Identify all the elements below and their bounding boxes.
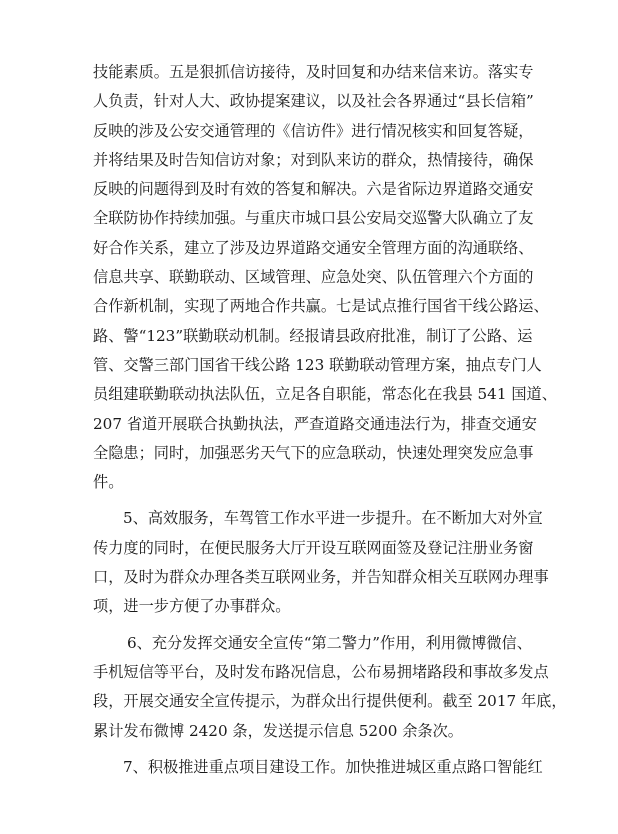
paragraph-2 xyxy=(93,504,549,621)
text-line: 件。 xyxy=(93,473,124,492)
text-line: 反映的涉及公安交通管理的《信访件》进行情况核实和回复答疑， xyxy=(93,121,534,140)
text-line: 6、充分发挥交通安全宣传“第二警力”作用，利用微博微信、 xyxy=(127,633,532,652)
text-line: 传力度的同时，在便民服务大厅开设互联网面签及登记注册业务窗 xyxy=(93,538,534,557)
text-line: 项，进一步方便了办事群众。 xyxy=(93,597,291,616)
text-line: 7、积极推进重点项目建设工作。加快推进城区重点路口智能红 xyxy=(123,757,543,776)
paragraph-1 xyxy=(93,58,557,497)
text-line: 管、交警三部门国省干线公路 123 联勤联动管理方案，抽点专门人 xyxy=(93,355,542,374)
text-line: 全联防协作持续加强。与重庆市城口县公安局交巡警大队确立了友 xyxy=(93,209,534,228)
text-line: 反映的问题得到及时有效的答复和解决。六是省际边界道路交通安 xyxy=(93,180,534,199)
text-line: 累计发布微博 2420 条，发送提示信息 5200 余条次。 xyxy=(93,721,463,740)
text-line: 并将结果及时告知信访对象；对到队来访的群众，热情接待，确保 xyxy=(93,150,534,169)
text-line: 技能素质。五是狠抓信访接待，及时回复和办结来信来访。落实专 xyxy=(93,63,534,81)
text-line: 员组建联勤联动执法队伍，立足各自职能，常态化在我县 541 国道、 xyxy=(93,385,557,404)
text-line: 合作新机制，实现了两地合作共赢。七是试点推行国省干线公路运、 xyxy=(93,297,549,316)
text-line: 口，及时为群众办理各类互联网业务，并告知群众相关互联网办理事 xyxy=(93,568,549,587)
text-line: 手机短信等平台，及时发布路况信息，公布易拥堵路段和事故多发点 xyxy=(93,662,549,681)
text-line: 信息共享、联勤联动、区域管理、应急处突、队伍管理六个方面的 xyxy=(93,268,534,287)
text-line: 好合作关系，建立了涉及边界道路交通安全管理方面的沟通联络、 xyxy=(93,238,534,257)
text-line: 人负责，针对人大、政协提案建议，以及社会各界通过“县长信箱” xyxy=(93,92,534,111)
text-line: 全隐患；同时，加强恶劣天气下的应急联动，快速处理突发应急事 xyxy=(93,443,534,462)
text-line: 5、高效服务，车驾管工作水平进一步提升。在不断加大对外宣 xyxy=(123,509,543,528)
paragraph-3 xyxy=(93,629,567,746)
text-line: 路、警“123”联勤联动机制。经报请县政府批准，制订了公路、运 xyxy=(93,326,533,345)
document-body xyxy=(93,58,567,782)
text-line: 207 省道开展联合执勤执法，严查道路交通违法行为，排查交通安 xyxy=(93,414,537,433)
paragraph-4 xyxy=(93,753,543,782)
text-line: 段，开展交通安全宣传提示，为群众出行提供便利。截至 2017 年底， xyxy=(93,692,567,711)
